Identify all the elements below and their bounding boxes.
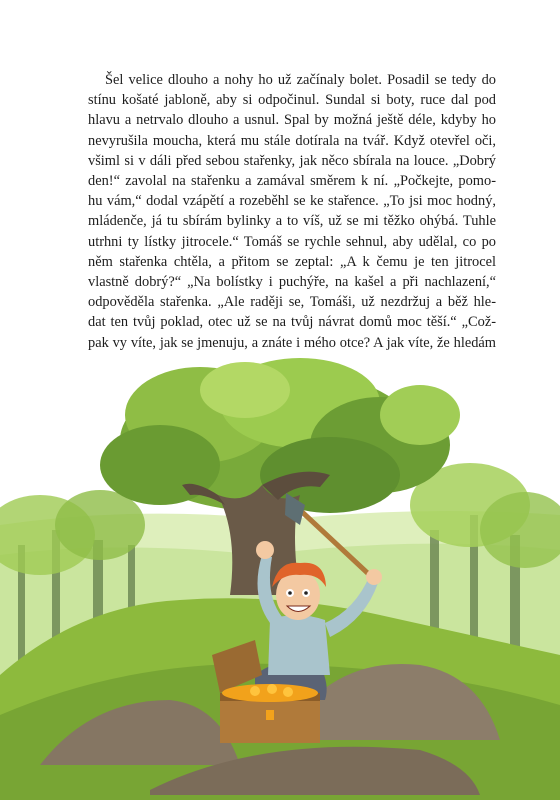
story-line: utrhni ty lístky jitrocele.“ Tomáš se rychle sehnul, aby udělal, co po: [88, 233, 496, 250]
story-illustration: [0, 355, 560, 800]
story-line: něm stařenka chtěla, a přitom se zeptal: „A k čemu je ten jitrocel: [88, 253, 496, 270]
story-line: dat ten tvůj poklad, otec už se na tvůj návrat domů moc těší.“ „Což-: [88, 314, 496, 331]
story-line: pak vy víte, jak se jmenuju, a znáte i mého otce? A jak víte, že hledám: [88, 334, 496, 351]
story-line: hu vám,“ dodal vzápětí a rozeběhl se ke stařence. „To jsi moc hodný,: [88, 193, 496, 210]
story-line: hlavu a netrvalo dlouho a usnul. Spal by možná ještě déle, kdyby ho: [88, 112, 496, 129]
story-line: odpověděla stařenka. „Ale raději se, Tomáši, už nezdržuj a běž hle-: [88, 294, 496, 311]
story-line: nevyrušila moucha, která mu stále dotírala na tvář. Když otevřel oči,: [88, 132, 496, 149]
story-text: [88, 70, 496, 353]
illustration-svg: [0, 355, 560, 800]
story-line: Šel velice dlouho a nohy ho už začínaly bolet. Posadil se tedy do: [105, 72, 496, 88]
story-line: mládenče, já tu sbírám bylinky a to víš, už se mi těžko ohýbá. Tuhle: [88, 213, 496, 230]
story-line: vlastně dobrý?“ „Na bolístky i puchýře, na kašel a při nachlazení,“: [88, 274, 496, 291]
story-line: všiml si v dáli před sebou stařenky, jak něco sbírala na louce. „Dobrý: [88, 152, 496, 169]
story-line: stínu košaté jabloně, aby si odpočinul. Sundal si boty, ruce dal pod: [88, 92, 496, 109]
story-line: den!“ zavolal na stařenku a zamával směrem k ní. „Počkejte, pomo-: [88, 173, 496, 190]
